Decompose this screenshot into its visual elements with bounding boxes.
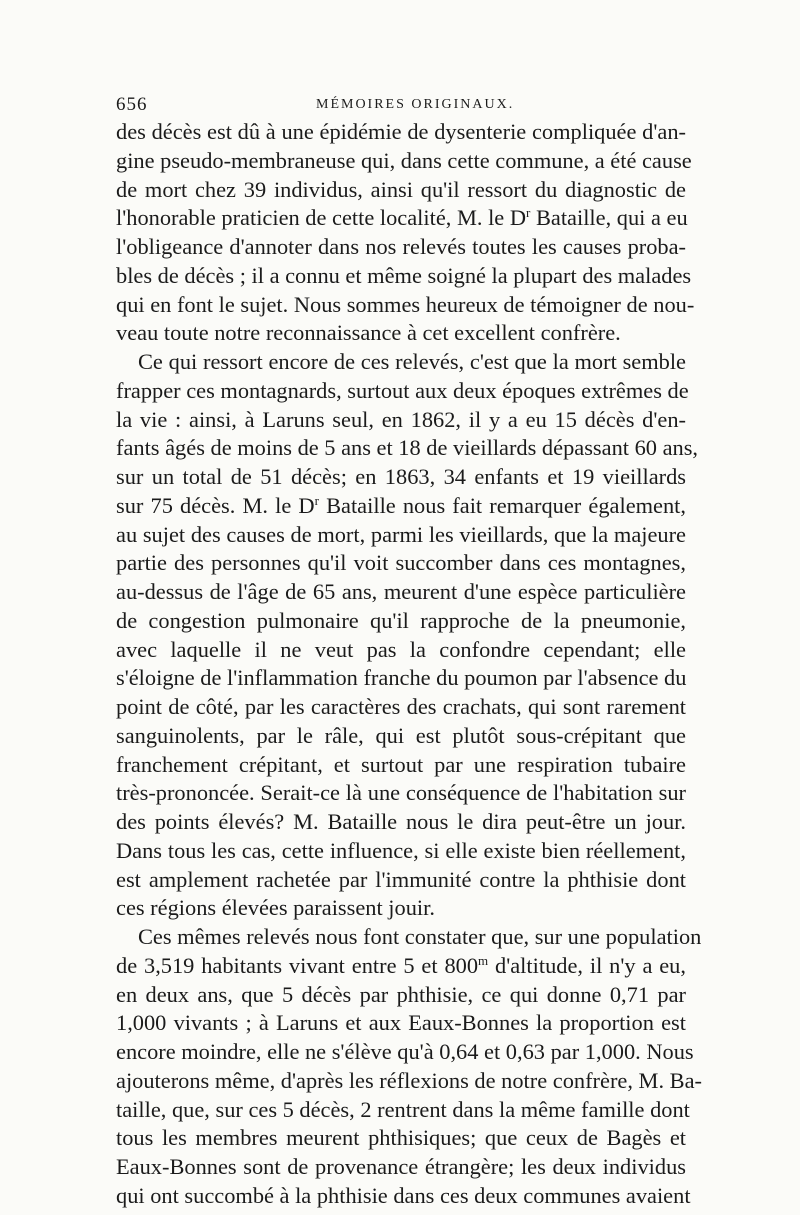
text-line: de mort chez 39 individus, ainsi qu'il ressort du diagnostic de xyxy=(116,176,686,202)
text-line xyxy=(116,492,686,521)
text-line: 1,000 vivants ; à Laruns et aux Eaux-Bonnes la proportion est xyxy=(116,1010,686,1036)
body-text xyxy=(116,118,702,1211)
text-line xyxy=(116,952,686,981)
text-line: partie des personnes qu'il voit succomber dans ces montagnes, xyxy=(116,550,686,576)
text-segment: Bataille, qui a eu xyxy=(530,205,688,231)
text-segment: Bataille nous fait remarquer également, xyxy=(318,492,686,518)
text-line: bles de décès ; il a connu et même soigné la plupart des malades xyxy=(116,262,692,288)
text-line: encore moindre, elle ne s'élève qu'à 0,64 et 0,63 par 1,000. Nous xyxy=(116,1039,694,1064)
text-line: sanguinolents, par le râle, qui est plutôt sous-crépitant que xyxy=(116,722,686,748)
text-line: est amplement rachetée par l'immunité contre la phthisie dont xyxy=(116,866,686,892)
text-line: au sujet des causes de mort, parmi les vieillards, que la majeure xyxy=(116,521,686,547)
text-line: fants âgés de moins de 5 ans et 18 de vieillards dépassant 60 ans, xyxy=(116,435,699,461)
text-segment: d'altitude, il n'y a eu, xyxy=(488,952,686,978)
page-number: 656 xyxy=(116,94,148,115)
text-segment: sur 75 décès. M. le D xyxy=(116,492,315,518)
text-line: Ces mêmes relevés nous font constater que, sur une population xyxy=(138,924,702,949)
text-line: la vie : ainsi, à Laruns seul, en 1862, il y a eu 15 décès d'en- xyxy=(116,406,686,432)
text-line: de congestion pulmonaire qu'il rapproche de la pneumonie, xyxy=(116,607,686,633)
text-line: au-dessus de l'âge de 65 ans, meurent d'une espèce particulière xyxy=(116,579,686,604)
text-line: très-prononcée. Serait-ce là une conséquence de l'habitation sur xyxy=(116,780,686,806)
text-line: Dans tous les cas, cette influence, si elle existe bien réellement, xyxy=(116,837,686,863)
text-line: qui en font le sujet. Nous sommes heureux de témoigner de nou- xyxy=(116,291,695,317)
text-line: frapper ces montagnards, surtout aux deux époques extrêmes de xyxy=(116,377,689,403)
text-line: des décès est dû à une épidémie de dysenterie compliquée d'an- xyxy=(116,119,686,144)
text-segment: l'honorable praticien de cette localité, M. le D xyxy=(116,205,527,231)
text-line: taille, que, sur ces 5 décès, 2 rentrent dans la même famille dont xyxy=(116,1096,690,1122)
text-line: l'obligeance d'annoter dans nos relevés toutes les causes proba- xyxy=(116,234,686,259)
text-line: Ce qui ressort encore de ces relevés, c'est que la mort semble xyxy=(138,349,686,374)
text-line: veau toute notre reconnaissance à cet excellent confrère. xyxy=(116,320,621,346)
paragraph-3 xyxy=(116,923,702,1211)
paragraph-1 xyxy=(116,118,695,348)
text-line: sur un total de 51 décès; en 1863, 34 enfants et 19 vieillards xyxy=(116,464,686,489)
text-line: franchement crépitant, et surtout par une respiration tubaire xyxy=(116,751,686,777)
text-segment: de 3,519 habitants vivant entre 5 et 800 xyxy=(116,952,479,978)
superscript: m xyxy=(478,952,489,968)
text-line: ajouterons même, d'après les réflexions de notre confrère, M. Ba- xyxy=(116,1067,702,1093)
superscript: r xyxy=(314,492,319,508)
superscript: r xyxy=(526,205,531,221)
text-line: qui ont succombé à la phthisie dans ces deux communes avaient xyxy=(116,1182,691,1208)
text-line: gine pseudo-membraneuse qui, dans cette commune, a été cause xyxy=(116,147,692,173)
text-line: tous les membres meurent phthisiques; que ceux de Bagès et xyxy=(116,1125,686,1151)
text-line: Eaux-Bonnes sont de provenance étrangère; les deux individus xyxy=(116,1154,686,1179)
text-line xyxy=(116,204,686,233)
text-line: ces régions élevées paraissent jouir. xyxy=(116,895,435,921)
text-line: des points élevés? M. Bataille nous le dira peut-être un jour. xyxy=(116,809,686,834)
text-line: s'éloigne de l'inflammation franche du poumon par l'absence du xyxy=(116,665,687,691)
text-line: en deux ans, que 5 décès par phthisie, ce qui donne 0,71 par xyxy=(116,981,686,1007)
paragraph-2 xyxy=(116,348,699,923)
text-line: point de côté, par les caractères des crachats, qui sont rarement xyxy=(116,694,686,719)
text-line: avec laquelle il ne veut pas la confondre cependant; elle xyxy=(116,636,686,662)
running-head: MÉMOIRES ORIGINAUX. xyxy=(316,97,515,112)
